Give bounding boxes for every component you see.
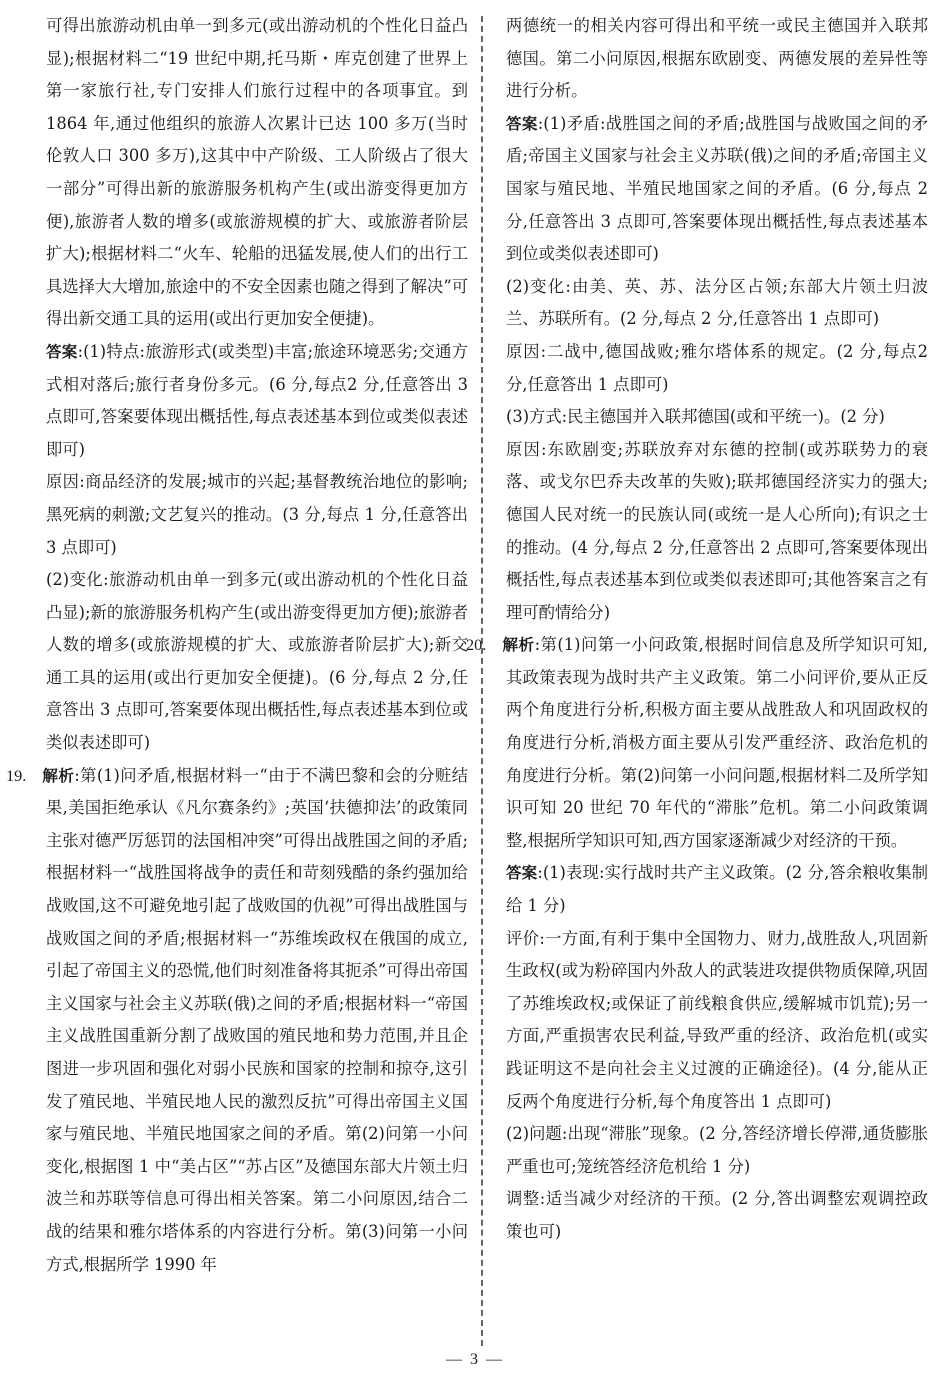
analysis-label: 解析 — [502, 636, 535, 655]
q19-analysis-continued: 两德统一的相关内容可得出和平统一或民主德国并入联邦德国。第二小问原因,根据东欧剧变、两德发展的差异性等进行分析。 — [506, 16, 928, 101]
answer-label: 答案 — [46, 342, 78, 361]
right-column — [466, 10, 928, 1249]
q19-answer-1 — [506, 108, 928, 271]
q19-way-3: (3)方式:民主德国并入联邦德国(或和平统一)。(2 分) — [506, 407, 885, 427]
q20-answer-1 — [506, 857, 928, 922]
q20-adjustment: 调整:适当减少对经济的干预。(2 分,答出调整宏观调控政策也可) — [506, 1189, 928, 1241]
question-number: 19. — [6, 765, 27, 785]
q20-analysis-text: :第(1)问第一小问政策,根据时间信息及所学知识可知,其政策表现为战时共产主义政策。第二小问评价,要从正反两个角度进行分析,积极方面主要从战胜敌人和巩固政权的角度进行分析,消极方面主要从引发严重经济、政治危机的角度进行分析。第(2)问第一小问问题,根据材料二及所学知识可知 20 世纪 70 年代的“滞胀”危机。第二小问政策调整,根据所学知识可知,西方国家逐渐减少对经济的干预。 — [506, 635, 928, 850]
column-divider — [481, 16, 483, 1346]
q19-change-2: (2)变化:由美、英、苏、法分区占领;东部大片领土归波兰、苏联所有。(2 分,每点 2 分,任意答出 1 点即可) — [506, 276, 928, 329]
q18-answer-1 — [46, 336, 468, 466]
q19-analysis — [6, 760, 468, 1282]
question-number: 20. — [466, 635, 487, 655]
q18-change-2: (2)变化:旅游动机由单一到多元(或出游动机的个性化日益凸显);新的旅游服务机构产生(或出游变得更加方便);旅游者人数的增多(或旅游规模的扩大、或旅游者阶层扩大);新交通工具的运用(或出行更加安全便捷)。(6 分,每点 2 分,任意答出 3 点即可,答案要体现出概括性,每点表述基本到位或类似表述即可) — [46, 570, 468, 753]
page-number: — 3 — — [446, 1351, 504, 1368]
q18-reason-1: 原因:商品经济的发展;城市的兴起;基督教统治地位的影响;黑死病的刺激;文艺复兴的推动。(3 分,每点 1 分,任意答出 3 点即可) — [46, 472, 468, 557]
q19-reason-3: 原因:东欧剧变;苏联放弃对东德的控制(或苏联势力的衰落、或戈尔巴乔夫改革的失败);联邦德国经济实力的强大;德国人民对统一的民族认同(或统一是人心所向);有识之士的推动。(4 分,每点 2 分,任意答出 2 点即可,答案要体现出概括性,每点表述基本到位或类似表述即可;其他答案言之有理可酌情给分) — [506, 439, 928, 622]
q18-analysis-continued: 可得出旅游动机由单一到多元(或出游动机的个性化日益凸显);根据材料二“19 世纪中期,托马斯・库克创建了世界上第一家旅行社,专门安排人们旅行过程中的各项事宜。到 1864 年,通过他组织的旅游人次累计已达 100 多万(当时伦敦人口 300 多万),这其中中产阶级、工人阶级占了很大一部分”可得出新的旅游服务机构产生(或出游变得更加方便),旅游者人数的增多(或旅游规模的扩大、或旅游者阶层扩大);根据材料二“火车、轮船的迅猛发展,使人们的出行工具选择大大增加,旅途中的不安全因素也随之得到了解决”可得出新交通工具的运用(或出行更加安全便捷)。 — [46, 16, 468, 329]
left-column — [6, 10, 468, 1281]
q20-evaluation: 评价:一方面,有利于集中全国物力、财力,战胜敌人,巩固新生政权(或为粉碎国内外敌人的武装进攻提供物质保障,巩固了苏维埃政权;或保证了前线粮食供应,缓解城市饥荒);另一方面,严重损害农民利益,导致严重的经济、政治危机(或实践证明这不是向社会主义过渡的正确途径)。(4 分,能从正反两个角度进行分析,每个角度答出 1 点即可) — [506, 928, 928, 1111]
answer-label: 答案 — [506, 864, 538, 883]
q18-answer-1-text: :(1)特点:旅游形式(或类型)丰富;旅途环境恶劣;交通方式相对落后;旅行者身份多元。(6 分,每点2 分,任意答出 3 点即可,答案要体现出概括性,每点表述基本到位或类似表述即可) — [46, 341, 468, 459]
q20-problem-2: (2)问题:出现“滞胀”现象。(2 分,答经济增长停滞,通货膨胀严重也可;笼统答经济危机给 1 分) — [506, 1124, 928, 1176]
q19-analysis-text: :第(1)问矛盾,根据材料一“由于不满巴黎和会的分赃结果,美国拒绝承认《凡尔赛条约》;英国‘扶德抑法’的政策同主张对德严厉惩罚的法国相冲突”可得出战胜国之间的矛盾;根据材料一“战胜国将战争的责任和苛刻残酷的条约强加给战败国,这不可避免地引起了战败国的仇视”可得出战胜国与战败国之间的矛盾;根据材料一“苏维埃政权在俄国的成立,引起了帝国主义的恐慌,他们时刻准备将其扼杀”可得出帝国主义国家与社会主义苏联(俄)之间的矛盾;根据材料一“帝国主义战胜国重新分割了战败国的殖民地和势力范围,并且企图进一步巩固和强化对弱小民族和国家的控制和掠夺,这引发了殖民地、半殖民地人民的激烈反抗”可得出帝国主义国家与殖民地、半殖民地国家之间的矛盾。第(2)问第一小问变化,根据图 1 中“美占区”“苏占区”及德国东部大片领土归波兰和苏联等信息可得出相关答案。第二小问原因,结合二战的结果和雅尔塔体系的内容进行分析。第(3)问第一小问方式,根据所学 1990 年 — [46, 765, 468, 1274]
q20-analysis — [466, 629, 928, 857]
q19-reason-2: 原因:二战中,德国战败;雅尔塔体系的规定。(2 分,每点2 分,任意答出 1 点即可) — [506, 341, 928, 394]
q19-answer-1-text: :(1)矛盾:战胜国之间的矛盾;战胜国与战败国之间的矛盾;帝国主义国家与社会主义苏联(俄)之间的矛盾;帝国主义国家与殖民地、半殖民地国家之间的矛盾。(6 分,每点 2 分,任意答出 3 点即可,答案要体现出概括性,每点表述基本到位或类似表述即可) — [506, 113, 928, 264]
answer-label: 答案 — [506, 114, 538, 133]
q20-answer-1-text: :(1)表现:实行战时共产主义政策。(2 分,答余粮收集制给 1 分) — [506, 863, 928, 916]
analysis-label: 解析 — [42, 766, 75, 785]
